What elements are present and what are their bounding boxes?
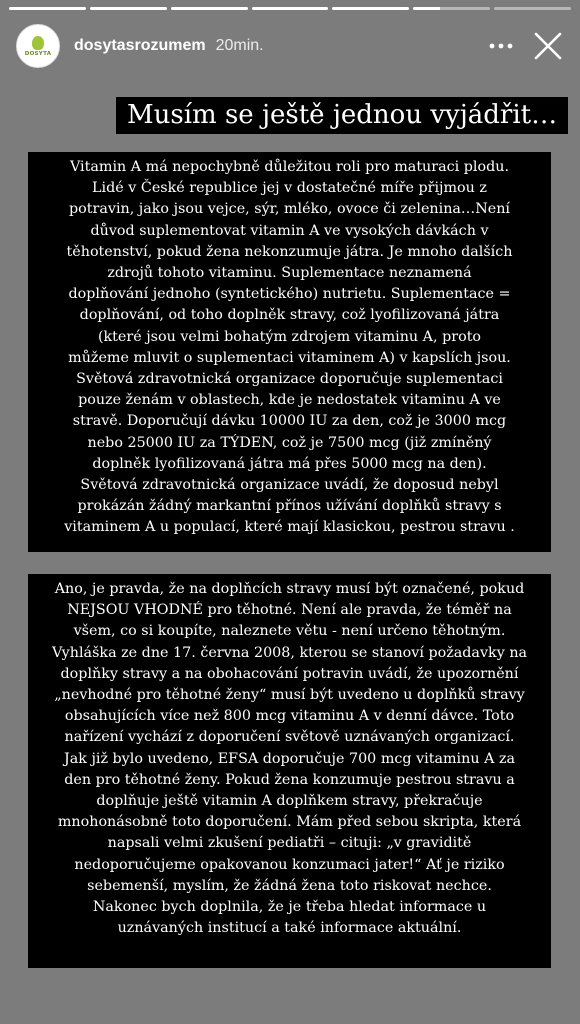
progress-fill [413,7,440,10]
text-line: doplněk lyofilizovaná játra má přes 5000 mcg na den). [92,455,487,472]
text-line: NEJSOU VHODNÉ pro těhotné. Není ale pravda, že téměř na [67,602,512,619]
text-line: můžeme mluvit o suplementaci vitaminem A) v kapslích jsou. [68,349,511,366]
progress-segment [494,7,571,10]
lightbulb-logo-icon [32,36,44,50]
progress-segment [332,7,409,10]
progress-segment [90,7,167,10]
text-line: Jak již bylo uvedeno, EFSA doporučuje 700 mcg vitaminu A za [63,750,516,767]
text-line: napsali velmi zkušení pediatři – cituji: „v graviditě [107,835,472,852]
avatar-label: DOSYTA [24,50,52,57]
close-button[interactable] [530,28,566,64]
text-line: Světová zdravotnická organizace uvádí, že doposud nebyl [80,477,499,494]
text-line: uznávaných institucí a také informace aktuální. [117,920,462,937]
progress-fill [90,7,167,10]
text-line: Vitamin A má nepochybně důležitou roli pro maturaci plodu. [69,159,509,175]
progress-fill [171,7,248,10]
text-line: sebemenší, myslím, že žádná žena toto riskovat nechce. [87,877,492,894]
text-line: nebo 25000 IU za TÝDEN, což je 7500 mcg (již zmíněný [87,434,492,451]
text-line: doplňování jednoho (syntetického) nutrietu. Suplementace = [68,286,511,303]
text-line: potravin, jako jsou vejce, sýr, mléko, ovoce či zelenina…Není [69,201,510,218]
text-line: Vyhláška ze dne 17. června 2008, kterou se stanoví požadavky na [51,644,528,661]
story-header [16,22,566,70]
text-line: prokázán žádný markantní přínos užívání doplňků stravy s [77,498,502,515]
text-line: doplňky stravy a na obohacování potravin uvádí, že upozornění [60,665,519,682]
progress-segment [171,7,248,10]
text-line: (které jsou velmi bohatým zdrojem vitaminu A, proto [97,328,482,345]
username[interactable]: dosytasrozumem [74,37,206,54]
text-line: Nakonec bych doplnila, že je třeba hledat informace u [92,899,487,916]
more-horizontal-icon [489,43,513,49]
text-line: Lidé v České republice jej v dostatečné míře přijmou z [92,180,487,197]
progress-segment [252,7,329,10]
text-line: Ano, je pravda, že na doplňcích stravy musí být označené, pokud [54,581,525,597]
text-line: nedoporučujeme opakovanou konzumaci jater!“ Ať je riziko [74,856,505,873]
text-line: všem, co si koupíte, naleznete větu - není určeno těhotným. [73,623,506,640]
text-line: nařízení vychází z doporučení světově uznávaných organizací. [64,729,515,746]
text-line: zdrojů tohoto vitaminu. Suplementace neznamená [107,265,472,282]
text-line: obsahujících více než 800 mcg vitaminu A v denní dávce. Toto [64,708,515,725]
text-line: Světová zdravotnická organizace doporučuje suplementaci [76,371,503,388]
text-line: „nevhodné pro těhotné ženy“ musí být uvedeno u doplňků stravy [54,687,525,704]
timestamp: 20min. [215,37,264,54]
story-progress-bar [9,7,571,10]
more-options-button[interactable] [486,34,516,58]
progress-segment [9,7,86,10]
text-line: vitaminem A u populací, které mají klasickou, pestrou stravu . [64,519,515,536]
text-line: důvod suplementovat vitamin A ve vysokých dávkách v [90,222,489,239]
progress-segment [413,7,490,10]
text-line: den pro těhotné ženy. Pokud žena konzumuje pestrou stravu a [64,771,515,788]
text-line: mnohonásobně toto doporučení. Mám před sebou skripta, která [57,814,522,831]
text-line: doplňování, od toho doplněk stravy, což lyofilizovaná játra [79,307,500,324]
progress-fill [332,7,409,10]
close-icon [534,32,562,60]
headline: Musím se ještě jednou vyjádřit… [116,97,568,134]
text-block-2 [28,574,551,968]
text-line: těhotenství, pokud žena nekonzumuje játra. Je mnoho dalších [66,243,513,260]
avatar[interactable] [16,24,60,68]
text-block-1 [28,152,551,552]
text-line: stravě. Doporučují dávku 10000 IU za den, což je 3000 mcg [72,413,507,430]
progress-fill [252,7,329,10]
progress-fill [9,7,86,10]
text-line: pouze ženám v oblastech, kde je nedostatek vitaminu A ve [78,392,501,409]
text-line: doplňuje ještě vitamin A doplňkem stravy, překračuje [96,793,483,810]
